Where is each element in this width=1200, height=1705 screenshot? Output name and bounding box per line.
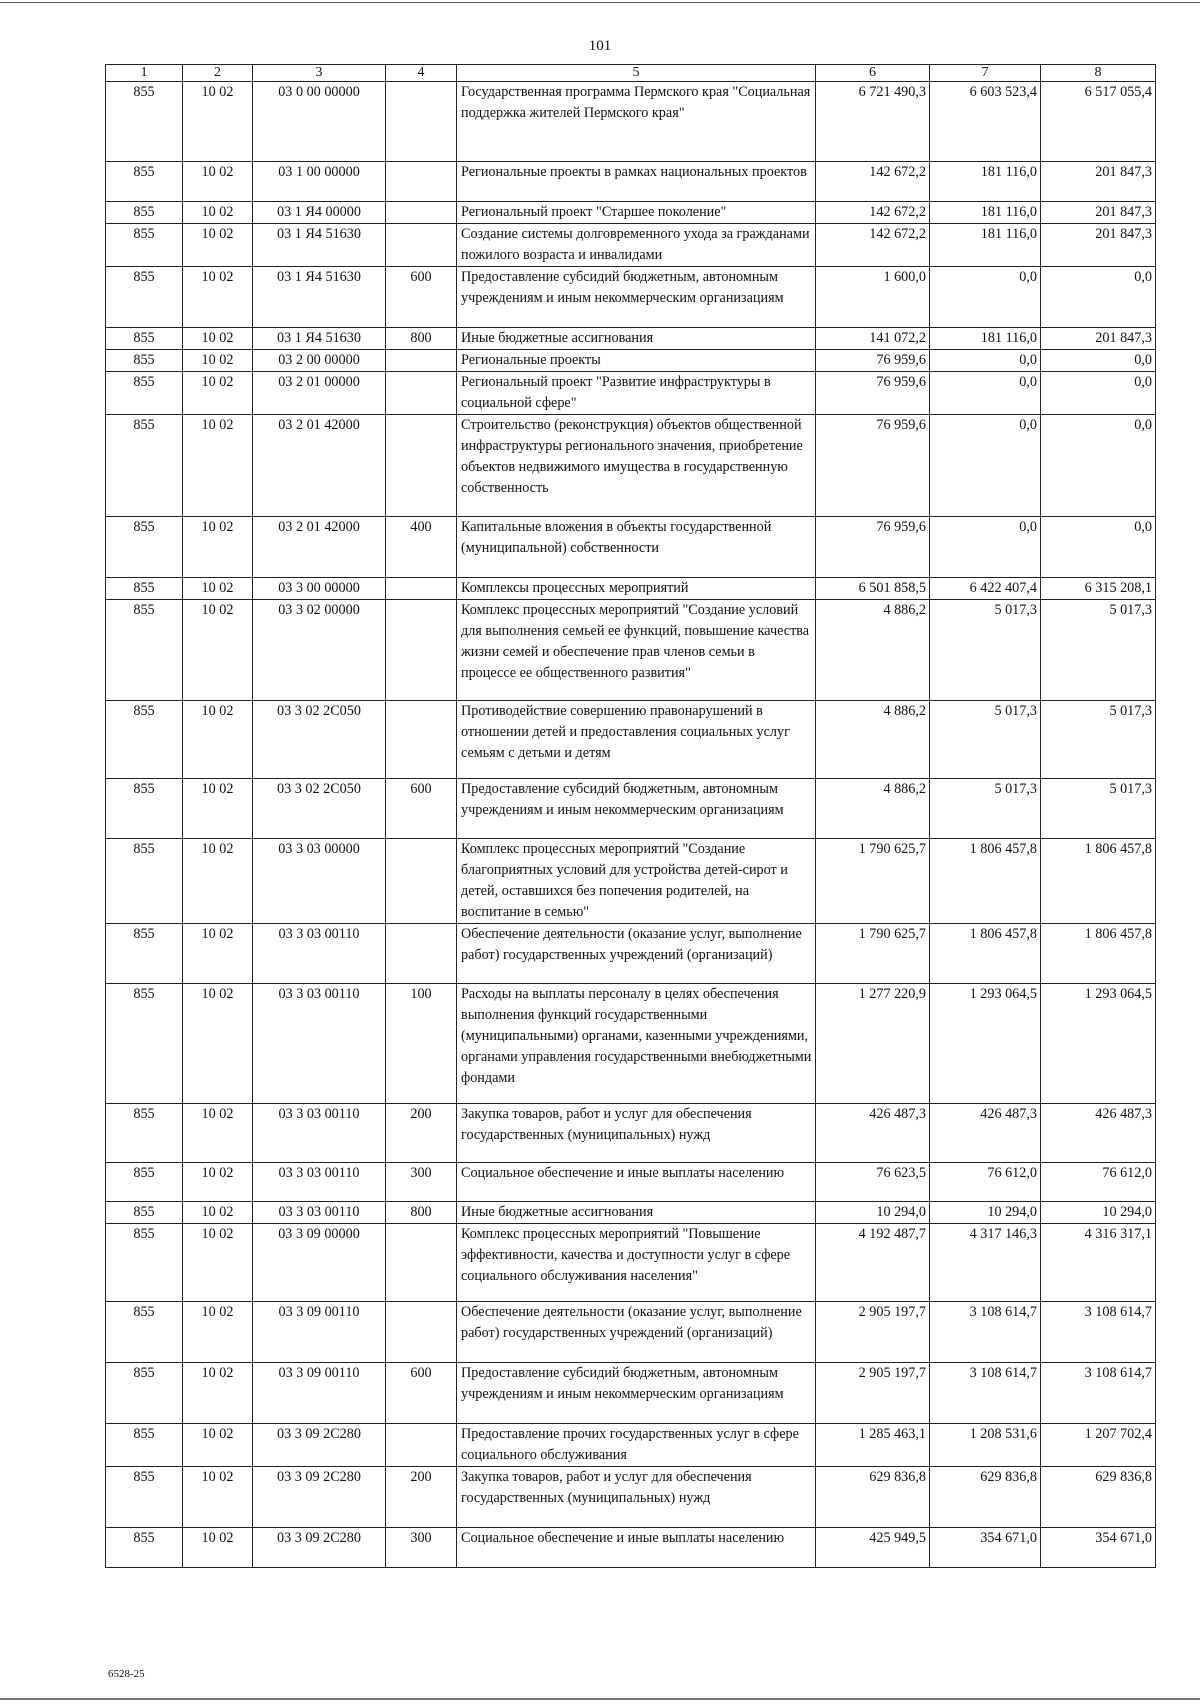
- cell-description: Закупка товаров, работ и услуг для обеспечения государственных (муниципальных) нужд: [457, 1467, 816, 1528]
- table-row: [106, 517, 1156, 578]
- cell-amount-col6: 76 959,6: [816, 372, 930, 415]
- table-row: [106, 1104, 1156, 1163]
- cell-section-code: 10 02: [183, 1424, 253, 1467]
- cell-amount-col8: 10 294,0: [1041, 1202, 1156, 1224]
- cell-admin-code: 855: [106, 350, 183, 372]
- cell-amount-col8: 1 293 064,5: [1041, 984, 1156, 1104]
- cell-amount-col7: 3 108 614,7: [930, 1363, 1041, 1424]
- cell-description: Обеспечение деятельности (оказание услуг, выполнение работ) государственных учреждений (организаций): [457, 924, 816, 984]
- header-cell: 5: [457, 65, 816, 82]
- table-row: [106, 267, 1156, 328]
- footer-code: 6528-25: [108, 1668, 145, 1680]
- cell-target-article: 03 2 00 00000: [253, 350, 386, 372]
- cell-description: Капитальные вложения в объекты государственной (муниципальной) собственности: [457, 517, 816, 578]
- table-row: [106, 162, 1156, 202]
- cell-amount-col8: 201 847,3: [1041, 202, 1156, 224]
- cell-description: Обеспечение деятельности (оказание услуг, выполнение работ) государственных учреждений (организаций): [457, 1302, 816, 1363]
- cell-description: Предоставление субсидий бюджетным, автономным учреждениям и иным некоммерческим организациям: [457, 267, 816, 328]
- cell-target-article: 03 1 Я4 51630: [253, 267, 386, 328]
- cell-amount-col8: 0,0: [1041, 350, 1156, 372]
- table-row: [106, 224, 1156, 267]
- cell-section-code: 10 02: [183, 701, 253, 779]
- cell-expense-type: [386, 224, 457, 267]
- cell-expense-type: [386, 350, 457, 372]
- cell-amount-col6: 2 905 197,7: [816, 1302, 930, 1363]
- top-border-line: [0, 2, 1200, 3]
- cell-amount-col8: 426 487,3: [1041, 1104, 1156, 1163]
- cell-expense-type: [386, 600, 457, 701]
- cell-description: Предоставление субсидий бюджетным, автономным учреждениям и иным некоммерческим организациям: [457, 1363, 816, 1424]
- cell-admin-code: 855: [106, 779, 183, 839]
- cell-admin-code: 855: [106, 1163, 183, 1202]
- cell-description: Закупка товаров, работ и услуг для обеспечения государственных (муниципальных) нужд: [457, 1104, 816, 1163]
- cell-amount-col8: 354 671,0: [1041, 1528, 1156, 1568]
- cell-amount-col7: 181 116,0: [930, 162, 1041, 202]
- cell-target-article: 03 3 02 00000: [253, 600, 386, 701]
- cell-description: Комплекс процессных мероприятий "Создание условий для выполнения семьей ее функций, повышение качества жизни семей и обеспечение прав членов семьи в процессе ее общественного развития": [457, 600, 816, 701]
- cell-admin-code: 855: [106, 372, 183, 415]
- table-row: [106, 372, 1156, 415]
- cell-section-code: 10 02: [183, 839, 253, 924]
- cell-amount-col6: 4 192 487,7: [816, 1224, 930, 1302]
- cell-amount-col6: 6 501 858,5: [816, 578, 930, 600]
- cell-admin-code: 855: [106, 1302, 183, 1363]
- cell-description: Строительство (реконструкция) объектов общественной инфраструктуры регионального значения, приобретение объектов недвижимого имущества в государственную собственность: [457, 415, 816, 517]
- cell-target-article: 03 1 Я4 51630: [253, 328, 386, 350]
- cell-amount-col8: 5 017,3: [1041, 701, 1156, 779]
- cell-description: Комплекс процессных мероприятий "Создание благоприятных условий для устройства детей-сирот и детей, оставшихся без попечения родителей, на воспитание в семью": [457, 839, 816, 924]
- cell-target-article: 03 3 03 00110: [253, 1202, 386, 1224]
- cell-amount-col8: 201 847,3: [1041, 224, 1156, 267]
- cell-target-article: 03 3 02 2С050: [253, 701, 386, 779]
- table-row: [106, 415, 1156, 517]
- cell-admin-code: 855: [106, 701, 183, 779]
- table-row: [106, 82, 1156, 162]
- cell-target-article: 03 1 Я4 00000: [253, 202, 386, 224]
- cell-expense-type: [386, 372, 457, 415]
- cell-amount-col7: 629 836,8: [930, 1467, 1041, 1528]
- table-header-row: [106, 65, 1156, 82]
- cell-section-code: 10 02: [183, 1528, 253, 1568]
- cell-admin-code: 855: [106, 82, 183, 162]
- cell-amount-col8: 0,0: [1041, 517, 1156, 578]
- cell-amount-col8: 1 207 702,4: [1041, 1424, 1156, 1467]
- table-row: [106, 578, 1156, 600]
- cell-section-code: 10 02: [183, 1202, 253, 1224]
- cell-admin-code: 855: [106, 1104, 183, 1163]
- cell-amount-col8: 629 836,8: [1041, 1467, 1156, 1528]
- cell-section-code: 10 02: [183, 1363, 253, 1424]
- cell-amount-col7: 5 017,3: [930, 701, 1041, 779]
- cell-expense-type: [386, 1224, 457, 1302]
- table-row: [106, 1363, 1156, 1424]
- cell-expense-type: 600: [386, 267, 457, 328]
- cell-amount-col6: 10 294,0: [816, 1202, 930, 1224]
- cell-target-article: 03 3 03 00110: [253, 984, 386, 1104]
- cell-section-code: 10 02: [183, 1302, 253, 1363]
- cell-target-article: 03 3 09 2С280: [253, 1424, 386, 1467]
- cell-admin-code: 855: [106, 1202, 183, 1224]
- cell-admin-code: 855: [106, 267, 183, 328]
- cell-expense-type: [386, 578, 457, 600]
- table-row: [106, 600, 1156, 701]
- cell-admin-code: 855: [106, 578, 183, 600]
- cell-admin-code: 855: [106, 1424, 183, 1467]
- cell-expense-type: [386, 924, 457, 984]
- cell-amount-col6: 425 949,5: [816, 1528, 930, 1568]
- cell-admin-code: 855: [106, 600, 183, 701]
- cell-amount-col6: 142 672,2: [816, 202, 930, 224]
- cell-expense-type: 200: [386, 1467, 457, 1528]
- cell-amount-col8: 4 316 317,1: [1041, 1224, 1156, 1302]
- cell-description: Социальное обеспечение и иные выплаты населению: [457, 1528, 816, 1568]
- cell-amount-col7: 0,0: [930, 350, 1041, 372]
- cell-section-code: 10 02: [183, 1224, 253, 1302]
- cell-description: Региональные проекты в рамках национальных проектов: [457, 162, 816, 202]
- cell-section-code: 10 02: [183, 1467, 253, 1528]
- cell-target-article: 03 3 02 2С050: [253, 779, 386, 839]
- header-cell: 6: [816, 65, 930, 82]
- cell-section-code: 10 02: [183, 162, 253, 202]
- cell-section-code: 10 02: [183, 82, 253, 162]
- cell-section-code: 10 02: [183, 202, 253, 224]
- cell-amount-col6: 629 836,8: [816, 1467, 930, 1528]
- cell-expense-type: 200: [386, 1104, 457, 1163]
- cell-amount-col8: 5 017,3: [1041, 600, 1156, 701]
- cell-target-article: 03 1 Я4 51630: [253, 224, 386, 267]
- table-row: [106, 1424, 1156, 1467]
- cell-amount-col6: 76 623,5: [816, 1163, 930, 1202]
- cell-description: Иные бюджетные ассигнования: [457, 1202, 816, 1224]
- cell-description: Комплекс процессных мероприятий "Повышение эффективности, качества и доступности услуг в сфере социального обслуживания населения": [457, 1224, 816, 1302]
- cell-amount-col7: 0,0: [930, 267, 1041, 328]
- header-cell: 1: [106, 65, 183, 82]
- cell-admin-code: 855: [106, 224, 183, 267]
- cell-target-article: 03 3 00 00000: [253, 578, 386, 600]
- cell-description: Социальное обеспечение и иные выплаты населению: [457, 1163, 816, 1202]
- cell-amount-col6: 1 600,0: [816, 267, 930, 328]
- cell-description: Региональные проекты: [457, 350, 816, 372]
- cell-amount-col7: 5 017,3: [930, 600, 1041, 701]
- cell-section-code: 10 02: [183, 350, 253, 372]
- cell-amount-col8: 201 847,3: [1041, 328, 1156, 350]
- cell-amount-col7: 1 806 457,8: [930, 924, 1041, 984]
- cell-expense-type: 800: [386, 1202, 457, 1224]
- table-row: [106, 1202, 1156, 1224]
- cell-target-article: 03 3 09 00110: [253, 1363, 386, 1424]
- cell-amount-col6: 6 721 490,3: [816, 82, 930, 162]
- header-cell: 3: [253, 65, 386, 82]
- cell-admin-code: 855: [106, 984, 183, 1104]
- table-row: [106, 984, 1156, 1104]
- header-cell: 7: [930, 65, 1041, 82]
- cell-admin-code: 855: [106, 1528, 183, 1568]
- cell-target-article: 03 0 00 00000: [253, 82, 386, 162]
- cell-admin-code: 855: [106, 162, 183, 202]
- cell-amount-col6: 76 959,6: [816, 350, 930, 372]
- cell-target-article: 03 2 01 42000: [253, 517, 386, 578]
- cell-expense-type: 400: [386, 517, 457, 578]
- cell-amount-col8: 0,0: [1041, 415, 1156, 517]
- cell-amount-col8: 201 847,3: [1041, 162, 1156, 202]
- cell-amount-col7: 181 116,0: [930, 202, 1041, 224]
- cell-admin-code: 855: [106, 415, 183, 517]
- cell-amount-col7: 6 603 523,4: [930, 82, 1041, 162]
- cell-amount-col7: 76 612,0: [930, 1163, 1041, 1202]
- table-row: [106, 1224, 1156, 1302]
- cell-amount-col7: 181 116,0: [930, 328, 1041, 350]
- cell-amount-col7: 3 108 614,7: [930, 1302, 1041, 1363]
- budget-table: [105, 64, 1156, 1568]
- cell-description: Расходы на выплаты персоналу в целях обеспечения выполнения функций государственными (муниципальными) органами, казенными учреждениями, органами управления государственными внебюджетными фондами: [457, 984, 816, 1104]
- cell-section-code: 10 02: [183, 924, 253, 984]
- bottom-border-line: [0, 1698, 1200, 1700]
- table-row: [106, 1528, 1156, 1568]
- cell-amount-col8: 6 315 208,1: [1041, 578, 1156, 600]
- cell-section-code: 10 02: [183, 984, 253, 1104]
- cell-amount-col6: 142 672,2: [816, 224, 930, 267]
- cell-amount-col6: 4 886,2: [816, 600, 930, 701]
- cell-amount-col7: 4 317 146,3: [930, 1224, 1041, 1302]
- header-cell: 8: [1041, 65, 1156, 82]
- cell-expense-type: [386, 839, 457, 924]
- table-row: [106, 202, 1156, 224]
- cell-amount-col7: 6 422 407,4: [930, 578, 1041, 600]
- cell-expense-type: [386, 701, 457, 779]
- cell-amount-col7: 10 294,0: [930, 1202, 1041, 1224]
- cell-description: Создание системы долговременного ухода за гражданами пожилого возраста и инвалидами: [457, 224, 816, 267]
- cell-section-code: 10 02: [183, 372, 253, 415]
- table-row: [106, 924, 1156, 984]
- cell-admin-code: 855: [106, 202, 183, 224]
- cell-description: Комплексы процессных мероприятий: [457, 578, 816, 600]
- cell-amount-col6: 1 790 625,7: [816, 924, 930, 984]
- cell-section-code: 10 02: [183, 328, 253, 350]
- cell-amount-col6: 2 905 197,7: [816, 1363, 930, 1424]
- cell-target-article: 03 3 03 00110: [253, 1104, 386, 1163]
- cell-amount-col6: 76 959,6: [816, 517, 930, 578]
- cell-amount-col6: 142 672,2: [816, 162, 930, 202]
- cell-description: Государственная программа Пермского края "Социальная поддержка жителей Пермского края": [457, 82, 816, 162]
- cell-section-code: 10 02: [183, 267, 253, 328]
- cell-amount-col7: 0,0: [930, 372, 1041, 415]
- cell-target-article: 03 3 09 00000: [253, 1224, 386, 1302]
- cell-target-article: 03 2 01 00000: [253, 372, 386, 415]
- cell-admin-code: 855: [106, 517, 183, 578]
- cell-target-article: 03 3 03 00110: [253, 1163, 386, 1202]
- cell-target-article: 03 1 00 00000: [253, 162, 386, 202]
- cell-expense-type: 600: [386, 1363, 457, 1424]
- cell-description: Иные бюджетные ассигнования: [457, 328, 816, 350]
- cell-expense-type: 300: [386, 1163, 457, 1202]
- cell-expense-type: 100: [386, 984, 457, 1104]
- page-number: 101: [588, 38, 612, 54]
- table-row: [106, 1302, 1156, 1363]
- table-row: [106, 1467, 1156, 1528]
- cell-amount-col7: 426 487,3: [930, 1104, 1041, 1163]
- cell-amount-col6: 426 487,3: [816, 1104, 930, 1163]
- cell-amount-col7: 354 671,0: [930, 1528, 1041, 1568]
- table-row: [106, 1163, 1156, 1202]
- cell-amount-col7: 1 208 531,6: [930, 1424, 1041, 1467]
- cell-expense-type: [386, 1302, 457, 1363]
- cell-target-article: 03 3 09 2С280: [253, 1528, 386, 1568]
- cell-description: Региональный проект "Развитие инфраструктуры в социальной сфере": [457, 372, 816, 415]
- cell-amount-col8: 1 806 457,8: [1041, 924, 1156, 984]
- cell-amount-col8: 0,0: [1041, 372, 1156, 415]
- cell-amount-col7: 181 116,0: [930, 224, 1041, 267]
- cell-target-article: 03 3 09 2С280: [253, 1467, 386, 1528]
- cell-expense-type: 300: [386, 1528, 457, 1568]
- cell-section-code: 10 02: [183, 600, 253, 701]
- cell-amount-col7: 5 017,3: [930, 779, 1041, 839]
- cell-amount-col6: 1 285 463,1: [816, 1424, 930, 1467]
- table-row: [106, 350, 1156, 372]
- cell-amount-col8: 0,0: [1041, 267, 1156, 328]
- cell-amount-col8: 3 108 614,7: [1041, 1302, 1156, 1363]
- cell-amount-col8: 6 517 055,4: [1041, 82, 1156, 162]
- cell-amount-col7: 1 806 457,8: [930, 839, 1041, 924]
- cell-target-article: 03 2 01 42000: [253, 415, 386, 517]
- cell-expense-type: [386, 162, 457, 202]
- cell-amount-col7: 0,0: [930, 517, 1041, 578]
- cell-amount-col7: 1 293 064,5: [930, 984, 1041, 1104]
- cell-admin-code: 855: [106, 839, 183, 924]
- cell-amount-col6: 4 886,2: [816, 779, 930, 839]
- cell-admin-code: 855: [106, 1363, 183, 1424]
- cell-amount-col8: 76 612,0: [1041, 1163, 1156, 1202]
- cell-amount-col6: 1 790 625,7: [816, 839, 930, 924]
- cell-target-article: 03 3 03 00000: [253, 839, 386, 924]
- header-cell: 2: [183, 65, 253, 82]
- table-row: [106, 701, 1156, 779]
- cell-description: Противодействие совершению правонарушений в отношении детей и предоставления социальных услуг семьям с детьми и детям: [457, 701, 816, 779]
- cell-section-code: 10 02: [183, 224, 253, 267]
- table-row: [106, 779, 1156, 839]
- cell-amount-col8: 1 806 457,8: [1041, 839, 1156, 924]
- table-row: [106, 839, 1156, 924]
- cell-amount-col8: 5 017,3: [1041, 779, 1156, 839]
- cell-amount-col6: 141 072,2: [816, 328, 930, 350]
- header-cell: 4: [386, 65, 457, 82]
- cell-expense-type: [386, 415, 457, 517]
- cell-expense-type: 800: [386, 328, 457, 350]
- cell-expense-type: [386, 1424, 457, 1467]
- cell-amount-col6: 4 886,2: [816, 701, 930, 779]
- cell-section-code: 10 02: [183, 1163, 253, 1202]
- cell-amount-col6: 1 277 220,9: [816, 984, 930, 1104]
- cell-description: Предоставление субсидий бюджетным, автономным учреждениям и иным некоммерческим организациям: [457, 779, 816, 839]
- cell-amount-col7: 0,0: [930, 415, 1041, 517]
- cell-description: Предоставление прочих государственных услуг в сфере социального обслуживания: [457, 1424, 816, 1467]
- cell-admin-code: 855: [106, 1224, 183, 1302]
- cell-expense-type: [386, 82, 457, 162]
- cell-section-code: 10 02: [183, 517, 253, 578]
- cell-section-code: 10 02: [183, 415, 253, 517]
- cell-expense-type: [386, 202, 457, 224]
- cell-target-article: 03 3 09 00110: [253, 1302, 386, 1363]
- table-row: [106, 328, 1156, 350]
- cell-section-code: 10 02: [183, 1104, 253, 1163]
- cell-section-code: 10 02: [183, 578, 253, 600]
- cell-expense-type: 600: [386, 779, 457, 839]
- cell-amount-col6: 76 959,6: [816, 415, 930, 517]
- cell-description: Региональный проект "Старшее поколение": [457, 202, 816, 224]
- cell-admin-code: 855: [106, 924, 183, 984]
- cell-section-code: 10 02: [183, 779, 253, 839]
- cell-admin-code: 855: [106, 328, 183, 350]
- cell-target-article: 03 3 03 00110: [253, 924, 386, 984]
- cell-amount-col8: 3 108 614,7: [1041, 1363, 1156, 1424]
- cell-admin-code: 855: [106, 1467, 183, 1528]
